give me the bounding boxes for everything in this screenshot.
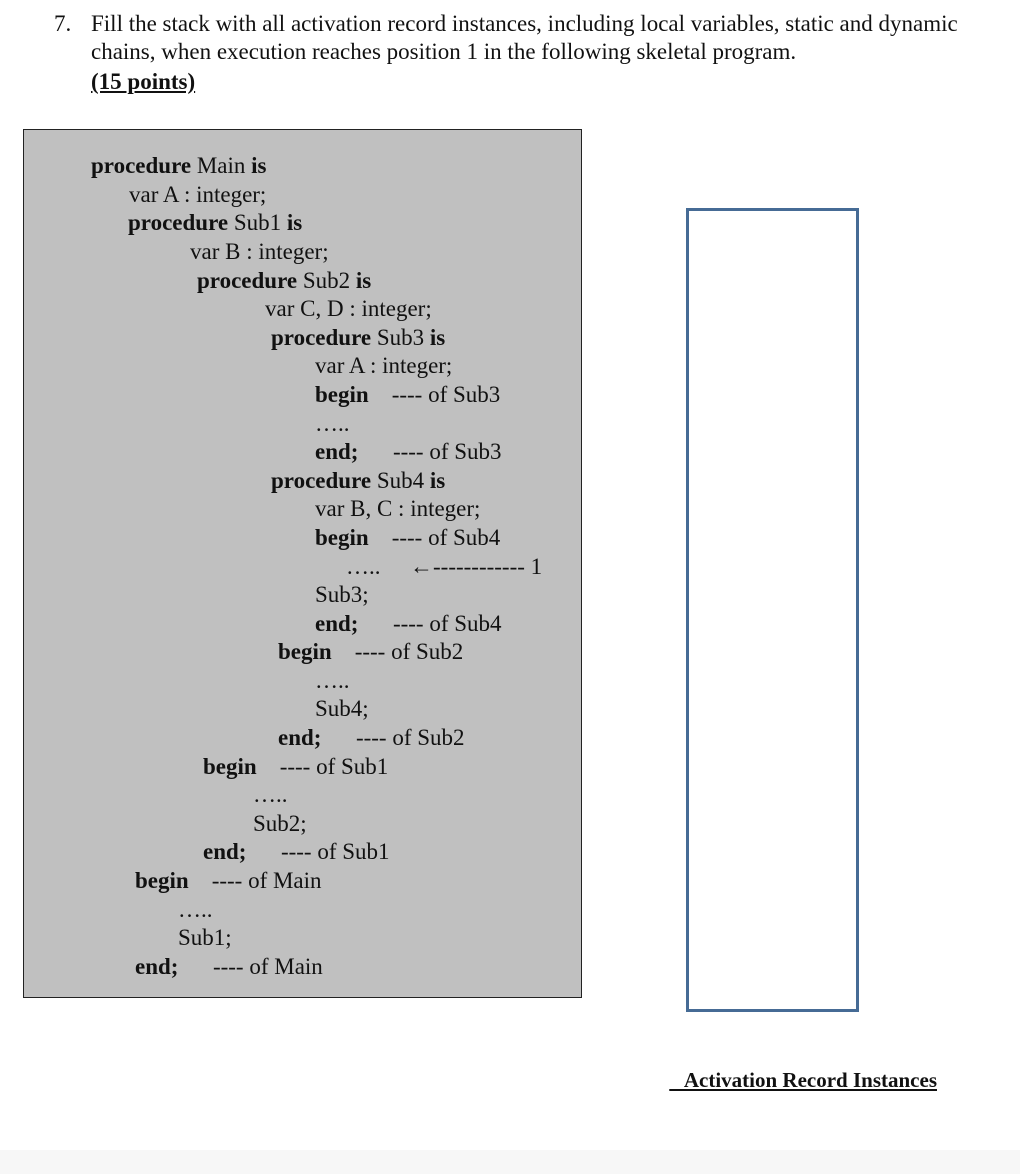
code-line: var A : integer; [315,353,453,378]
code-line: begin ---- of Sub2 [278,639,464,664]
code-line: procedure Sub2 is [197,268,372,293]
position-1-marker: ←------------ 1 [410,554,543,579]
question-number: 7. [54,11,72,36]
code-line: begin ---- of Main [135,868,322,893]
code-line: ….. [315,668,350,693]
code-line: procedure Sub1 is [128,210,303,235]
code-line: var B : integer; [190,239,329,264]
code-line: begin ---- of Sub1 [203,754,389,779]
code-line: Sub3; [315,582,369,607]
code-line: var B, C : integer; [315,496,481,521]
code-line: begin ---- of Sub4 [315,525,501,550]
code-line: var C, D : integer; [265,296,432,321]
code-box [23,129,582,998]
code-line: end; ---- of Sub1 [203,839,390,864]
stack-label: Activation Record Instances [669,1068,937,1092]
code-line: Sub4; [315,696,369,721]
code-line: procedure Main is [91,153,267,178]
code-line: Sub1; [178,925,232,950]
activation-stack-box[interactable] [686,208,859,1012]
code-line: end; ---- of Sub3 [315,439,502,464]
code-line: end; ---- of Main [135,954,323,979]
code-line: begin ---- of Sub3 [315,382,501,407]
code-line: end; ---- of Sub4 [315,611,502,636]
code-line: ….. [253,782,288,807]
code-line: ….. [315,411,350,436]
code-line: ….. [346,554,381,579]
bottom-strip [0,1150,1020,1174]
code-line: Sub2; [253,811,307,836]
code-line: var A : integer; [129,182,267,207]
code-line: procedure Sub4 is [271,468,446,493]
question-points: (15 points) [91,69,196,94]
question-text: Fill the stack with all activation record instances, including local variables, static and dynamic chains, when execution reaches position 1 in the following skeletal program. [91,11,958,64]
code-line: procedure Sub3 is [271,325,446,350]
code-line: end; ---- of Sub2 [278,725,465,750]
code-line: ….. [178,897,213,922]
